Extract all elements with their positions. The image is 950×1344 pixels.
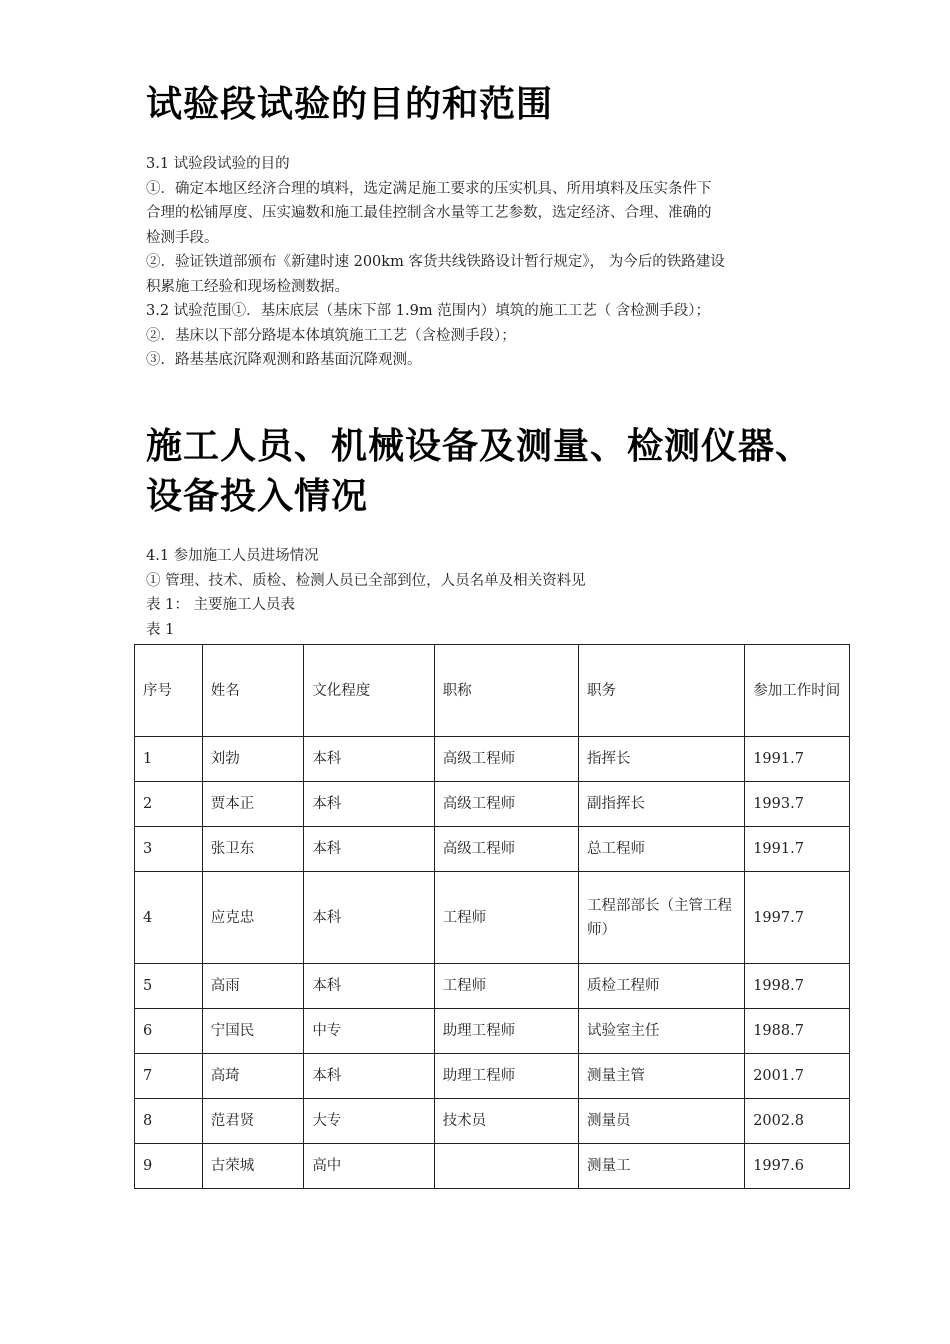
paragraph-line: 表 1： 主要施工人员表: [146, 597, 295, 613]
table-row: [135, 782, 850, 827]
table-cell: 副指挥长: [578, 782, 744, 827]
header-cell: 姓名: [202, 645, 304, 737]
table-cell: 1991.7: [745, 737, 850, 782]
table-cell: 测量员: [578, 1099, 744, 1144]
table-cell: 高中: [304, 1144, 434, 1189]
table-cell: 张卫东: [202, 827, 304, 872]
table-cell: 1997.7: [745, 872, 850, 964]
table-cell: 本科: [304, 737, 434, 782]
table-cell: 2002.8: [745, 1099, 850, 1144]
table-cell: 2001.7: [745, 1054, 850, 1099]
table-cell: 1988.7: [745, 1009, 850, 1054]
table-row: [135, 1099, 850, 1144]
header-cell: 序号: [135, 645, 203, 737]
table-cell: 高级工程师: [434, 737, 578, 782]
paragraph-line: 检测手段。: [146, 229, 219, 246]
paragraph-line: ①．确定本地区经济合理的填料，选定满足施工要求的压实机具、所用填料及压实条件下: [146, 180, 712, 197]
section1-body: [146, 152, 811, 373]
table-cell: 古荣城: [202, 1144, 304, 1189]
table-cell: 大专: [304, 1099, 434, 1144]
table-cell: 高级工程师: [434, 827, 578, 872]
table-cell: 6: [135, 1009, 203, 1054]
table-cell: 本科: [304, 827, 434, 872]
paragraph-line: 积累施工经验和现场检测数据。: [146, 278, 349, 295]
table-cell: 工程部部长（主管工程师）: [578, 872, 744, 964]
table-cell: 测量工: [578, 1144, 744, 1189]
table-cell: 总工程师: [578, 827, 744, 872]
table-cell: 1998.7: [745, 964, 850, 1009]
table-cell: 本科: [304, 964, 434, 1009]
table-header-row: [135, 645, 850, 737]
table-cell: 本科: [304, 872, 434, 964]
table-cell: 范君贤: [202, 1099, 304, 1144]
section2-heading: [146, 422, 846, 522]
paragraph-line: 4.1 参加施工人员进场情况: [146, 548, 319, 564]
table-cell: 4: [135, 872, 203, 964]
table-cell: 指挥长: [578, 737, 744, 782]
table-row: [135, 1144, 850, 1189]
table-cell: 本科: [304, 782, 434, 827]
table-cell: 8: [135, 1099, 203, 1144]
table-cell: 工程师: [434, 964, 578, 1009]
table-row: [135, 737, 850, 782]
table-cell: 应克忠: [202, 872, 304, 964]
table-row: [135, 1009, 850, 1054]
table-cell: 1993.7: [745, 782, 850, 827]
header-cell: 职务: [578, 645, 744, 737]
table-cell: 本科: [304, 1054, 434, 1099]
table-row: [135, 964, 850, 1009]
table-cell: 高级工程师: [434, 782, 578, 827]
table-cell: 1997.6: [745, 1144, 850, 1189]
header-cell: 参加工作时间: [745, 645, 850, 737]
table-row: [135, 827, 850, 872]
staff-table: [134, 644, 850, 1189]
section2-body: [146, 544, 811, 642]
paragraph-line: 表 1: [146, 621, 175, 638]
header-cell: 文化程度: [304, 645, 434, 737]
paragraph-line: 合理的松铺厚度、压实遍数和施工最佳控制含水量等工艺参数，选定经济、合理、准确的: [146, 205, 712, 221]
table-cell: 高琦: [202, 1054, 304, 1099]
table-cell: 工程师: [434, 872, 578, 964]
header-cell: 职称: [434, 645, 578, 737]
paragraph-line: 3.1 试验段试验的目的: [146, 156, 290, 172]
section2-heading-line2: 设备投入情况: [146, 476, 369, 517]
table-cell: 9: [135, 1144, 203, 1189]
table-cell: [434, 1144, 578, 1189]
table-cell: 1991.7: [745, 827, 850, 872]
table-cell: 宁国民: [202, 1009, 304, 1054]
table-cell: 测量主管: [578, 1054, 744, 1099]
section2-heading-line1: 施工人员、机械设备及测量、检测仪器、: [146, 426, 813, 467]
table-cell: 2: [135, 782, 203, 827]
table-cell: 高雨: [202, 964, 304, 1009]
table-cell: 试验室主任: [578, 1009, 744, 1054]
table-cell: 1: [135, 737, 203, 782]
table-cell: 刘勃: [202, 737, 304, 782]
table-cell: 助理工程师: [434, 1054, 578, 1099]
table-cell: 中专: [304, 1009, 434, 1054]
table-cell: 5: [135, 964, 203, 1009]
table-row: [135, 1054, 850, 1099]
table-cell: 3: [135, 827, 203, 872]
table-cell: 技术员: [434, 1099, 578, 1144]
section1-heading: 试验段试验的目的和范围: [146, 84, 554, 125]
table-cell: 贾本正: [202, 782, 304, 827]
paragraph-line: ②．基床以下部分路堤本体填筑施工工艺（含检测手段）；: [146, 327, 516, 344]
table-row: [135, 872, 850, 964]
table-cell: 助理工程师: [434, 1009, 578, 1054]
paragraph-line: ②．验证铁道部颁布《新建时速 200km 客货共线铁路设计暂行规定》， 为今后的铁路建设: [146, 254, 725, 270]
table-cell: 质检工程师: [578, 964, 744, 1009]
paragraph-line: ① 管理、技术、质检、检测人员已全部到位，人员名单及相关资料见: [146, 572, 586, 589]
paragraph-line: 3.2 试验范围①．基床底层（基床下部 1.9m 范围内）填筑的施工工艺（ 含检测手段）；: [146, 303, 711, 319]
table-cell: 7: [135, 1054, 203, 1099]
paragraph-line: ③．路基基底沉降观测和路基面沉降观测。: [146, 352, 422, 368]
